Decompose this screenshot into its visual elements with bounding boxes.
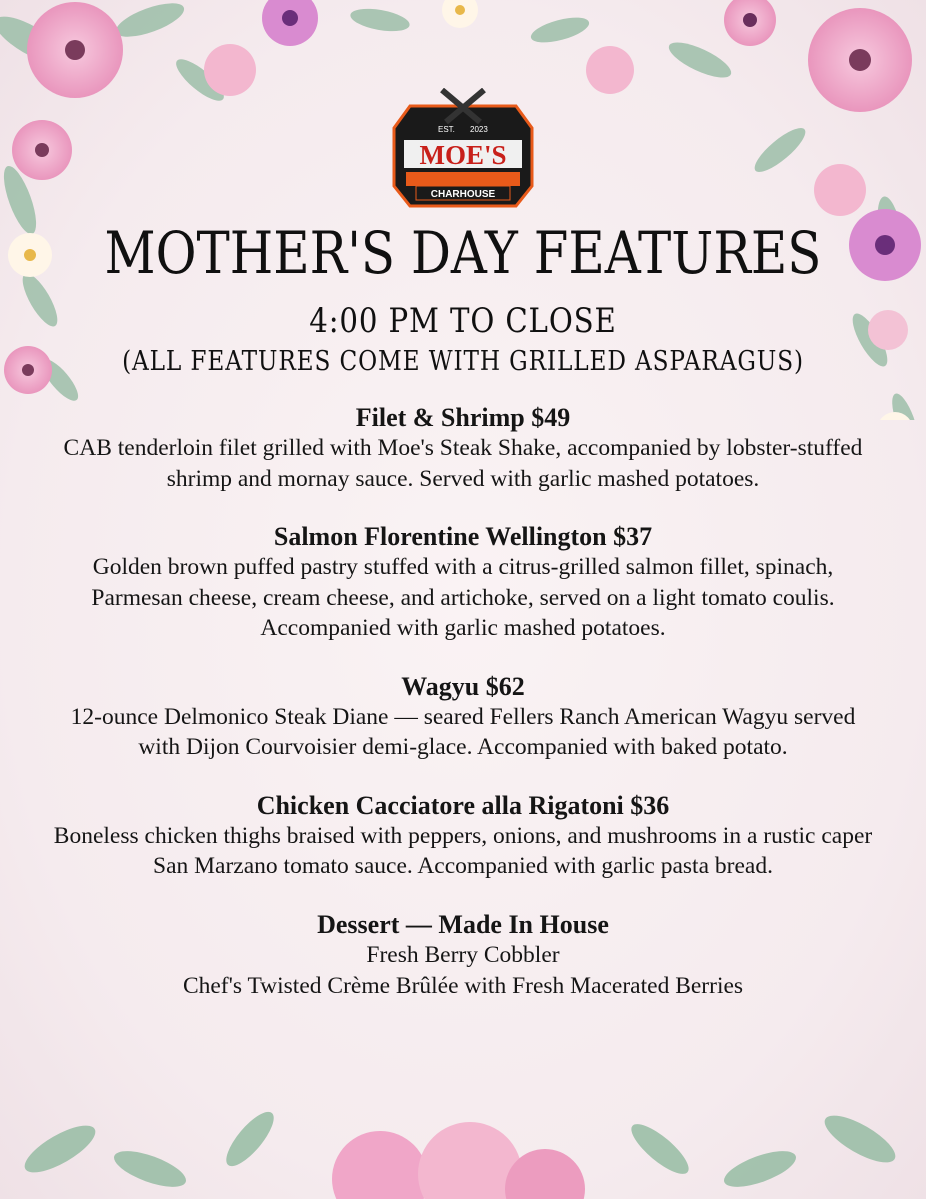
menu-item-name: Chicken Cacciatore alla Rigatoni $36 — [256, 790, 670, 820]
menu-item — [50, 521, 876, 644]
dessert-section — [50, 909, 876, 1002]
menu-item-description: Boneless chicken thighs braised with peppers, onions, and mushrooms in a rustic caper San Marzano tomato sauce. Accompanied with garlic pasta bread. — [53, 822, 873, 879]
floral-border-bottom — [0, 1079, 926, 1199]
menu-item — [50, 790, 876, 882]
menu-item — [50, 402, 876, 494]
menu-list — [50, 402, 876, 1002]
features-note: (ALL FEATURES COME WITH GRILLED ASPARAGUS) — [122, 346, 804, 377]
menu-item — [50, 671, 876, 763]
menu-item-description: CAB tenderloin filet grilled with Moe's Steak Shake, accompanied by lobster-stuffed shrimp and mornay sauce. Served with garlic mashed potatoes. — [63, 435, 863, 492]
menu-item-name: Filet & Shrimp $49 — [355, 403, 571, 432]
dessert-item: Chef's Twisted Crème Brûlée with Fresh Macerated Berries — [182, 972, 744, 999]
menu-item-name: Wagyu $62 — [401, 671, 525, 701]
logo-est: EST. — [438, 125, 455, 134]
dessert-heading: Dessert — Made In House — [317, 909, 609, 939]
logo-brand: MOE'S — [419, 140, 507, 170]
menu-item-description: Golden brown puffed pastry stuffed with a citrus-grilled salmon fillet, spinach, Parmesan cheese, cream cheese, and artichoke, served on a light tomato coulis. Accompanied with garlic mashed potatoes. — [91, 554, 835, 641]
moes-charhouse-logo — [390, 88, 536, 212]
logo-subbrand: CHARHOUSE — [430, 189, 496, 200]
menu-item-description: 12-ounce Delmonico Steak Diane — seared Fellers Ranch American Wagyu served with Dijon Courvoisier demi-glace. Accompanied with baked potato. — [70, 703, 856, 760]
dessert-item: Fresh Berry Cobbler — [366, 941, 560, 968]
page-title: MOTHER'S DAY FEATURES — [104, 219, 822, 287]
menu-item-name: Salmon Florentine Wellington $37 — [273, 522, 653, 551]
logo-year: 2023 — [470, 125, 488, 134]
service-time: 4:00 PM TO CLOSE — [309, 301, 617, 341]
